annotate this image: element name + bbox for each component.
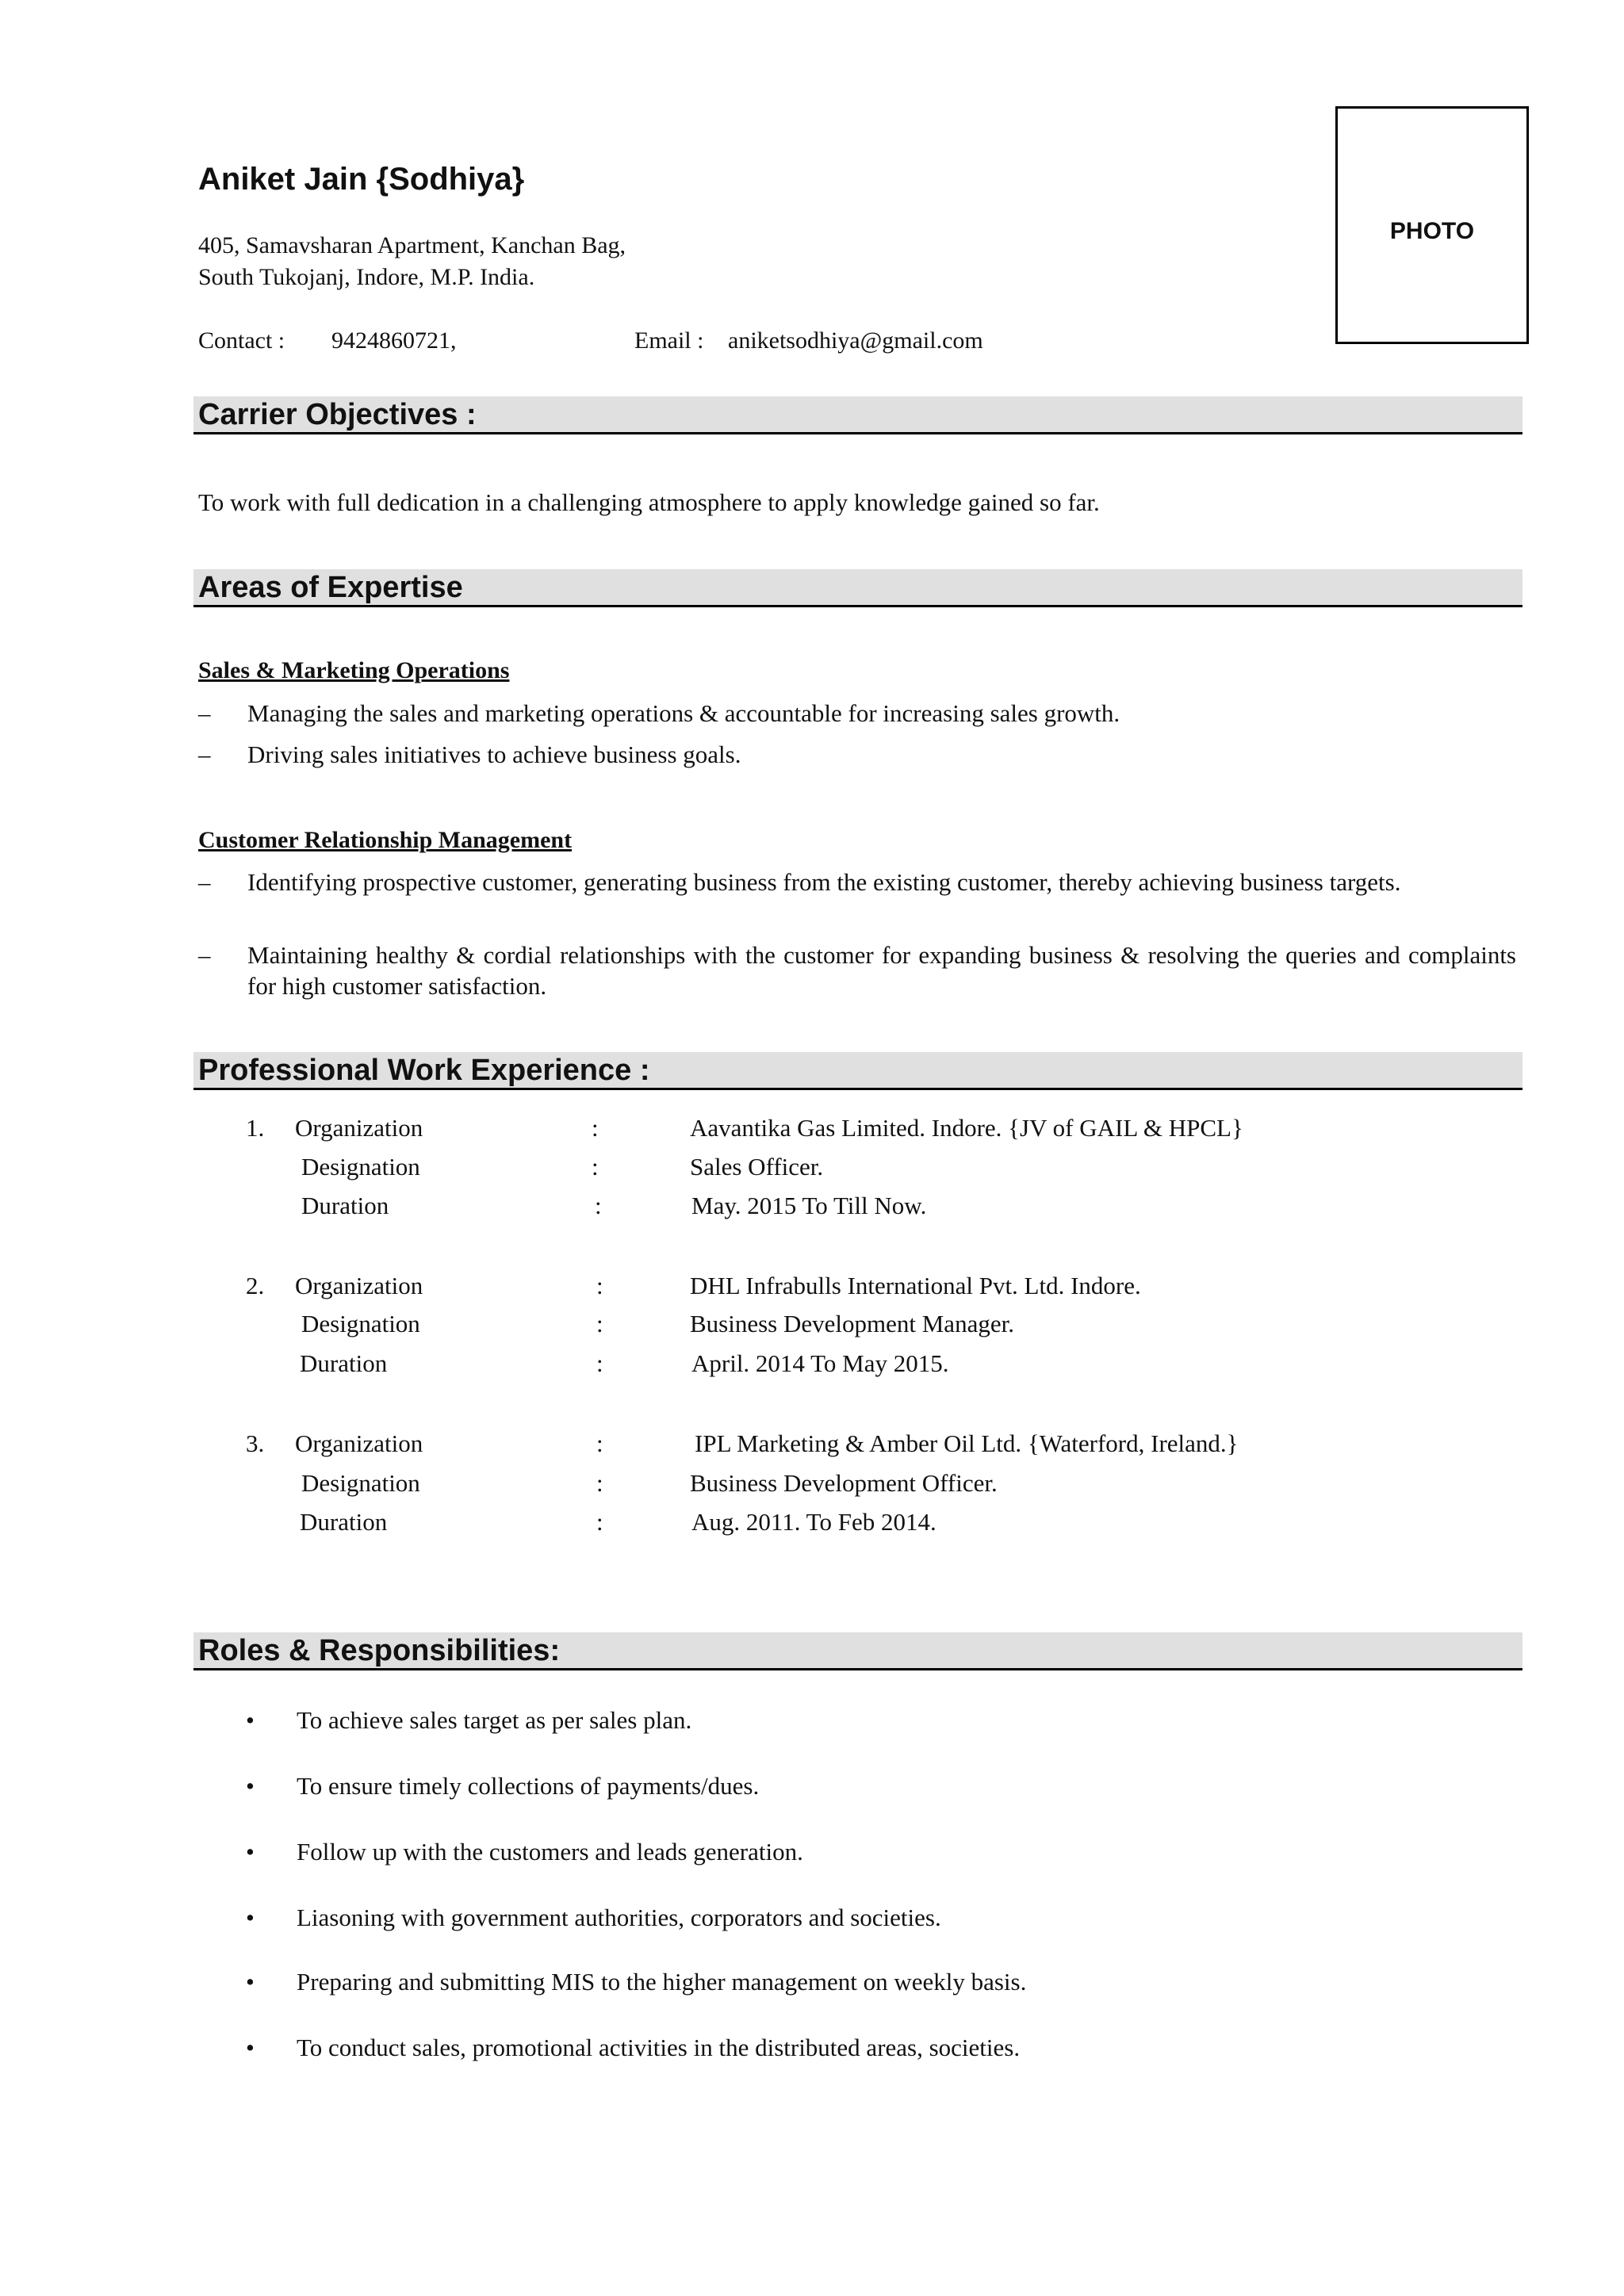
section-title-experience: Professional Work Experience : (198, 1054, 650, 1087)
designation-label: Designation (301, 1310, 420, 1337)
section-header-expertise (193, 569, 1522, 607)
duration-label: Duration (301, 1192, 389, 1219)
address-line-1: 405, Samavsharan Apartment, Kanchan Bag, (198, 232, 626, 258)
dash-marker: – (198, 740, 211, 768)
responsibility-text: To ensure timely collections of payments/dues. (297, 1772, 760, 1800)
address-line-2: South Tukojanj, Indore, M.P. India. (198, 264, 535, 290)
section-title-expertise: Areas of Expertise (198, 571, 463, 604)
organization-label: Organization (295, 1114, 423, 1142)
objective-text: To work with full dedication in a challenging atmosphere to apply knowledge gained so far. (198, 488, 1100, 516)
responsibility-text: Liasoning with government authorities, corporators and societies. (297, 1904, 941, 1931)
experience-number: 2. (246, 1272, 265, 1299)
bullet-marker: • (246, 1772, 255, 1800)
duration-value: Aug. 2011. To Feb 2014. (691, 1508, 936, 1536)
organization-label: Organization (295, 1272, 423, 1299)
photo-label: PHOTO (1389, 218, 1475, 244)
separator: : (596, 1508, 603, 1536)
duration-value: April. 2014 To May 2015. (691, 1349, 949, 1377)
dash-marker: – (198, 699, 211, 727)
experience-number: 1. (246, 1114, 265, 1142)
separator: : (596, 1429, 603, 1457)
designation-label: Designation (301, 1469, 420, 1497)
separator: : (592, 1114, 599, 1142)
designation-value: Sales Officer. (690, 1153, 824, 1181)
dash-marker: – (198, 941, 211, 969)
bullet-marker: • (246, 1904, 255, 1931)
email-value: aniketsodhiya@gmail.com (728, 327, 983, 354)
section-header-experience (193, 1052, 1522, 1090)
section-header-objectives (193, 396, 1522, 434)
designation-value: Business Development Officer. (690, 1469, 998, 1497)
responsibility-text: Follow up with the customers and leads generation. (297, 1838, 803, 1866)
organization-value: IPL Marketing & Amber Oil Ltd. {Waterford, Ireland.} (695, 1429, 1239, 1457)
photo-placeholder (1335, 106, 1529, 344)
separator: : (596, 1272, 603, 1299)
duration-value: May. 2015 To Till Now. (691, 1192, 927, 1219)
dash-marker: – (198, 868, 211, 896)
separator: : (596, 1310, 603, 1337)
designation-value: Business Development Manager. (690, 1310, 1014, 1337)
email-label: Email : (634, 327, 704, 354)
expertise-item-text: Managing the sales and marketing operations & accountable for increasing sales growth. (247, 699, 1120, 727)
bullet-marker: • (246, 1968, 255, 1996)
section-title-objectives: Carrier Objectives : (198, 398, 477, 431)
organization-value: Aavantika Gas Limited. Indore. {JV of GAIL & HPCL} (690, 1114, 1243, 1142)
separator: : (596, 1349, 603, 1377)
bullet-marker: • (246, 2034, 255, 2061)
responsibility-text: Preparing and submitting MIS to the higher management on weekly basis. (297, 1968, 1027, 1996)
designation-label: Designation (301, 1153, 420, 1181)
separator: : (596, 1469, 603, 1497)
expertise-item-text: Driving sales initiatives to achieve business goals. (247, 740, 741, 768)
candidate-name: Aniket Jain {Sodhiya} (198, 162, 525, 197)
expertise-item-text: Identifying prospective customer, generating business from the existing customer, thereby achieving business targets. (247, 868, 1401, 896)
contact-phone: 9424860721, (331, 327, 457, 354)
bullet-marker: • (246, 1706, 255, 1734)
section-title-roles: Roles & Responsibilities: (198, 1634, 561, 1667)
section-header-roles (193, 1632, 1522, 1670)
separator: : (595, 1192, 602, 1219)
experience-number: 3. (246, 1429, 265, 1457)
contact-label: Contact : (198, 327, 285, 354)
expertise-item-text: Maintaining healthy & cordial relationships with the customer for expanding business & resolving the queries and complaints for high customer satisfaction. (247, 941, 1516, 1000)
organization-label: Organization (295, 1429, 423, 1457)
organization-value: DHL Infrabulls International Pvt. Ltd. Indore. (690, 1272, 1141, 1299)
responsibility-text: To conduct sales, promotional activities in the distributed areas, societies. (297, 2034, 1021, 2061)
responsibility-text: To achieve sales target as per sales plan. (297, 1706, 692, 1734)
expertise-group-heading: Customer Relationship Management (198, 827, 573, 853)
separator: : (592, 1153, 599, 1181)
bullet-marker: • (246, 1838, 255, 1866)
duration-label: Duration (300, 1349, 388, 1377)
expertise-group-heading: Sales & Marketing Operations (198, 657, 510, 683)
duration-label: Duration (300, 1508, 388, 1536)
